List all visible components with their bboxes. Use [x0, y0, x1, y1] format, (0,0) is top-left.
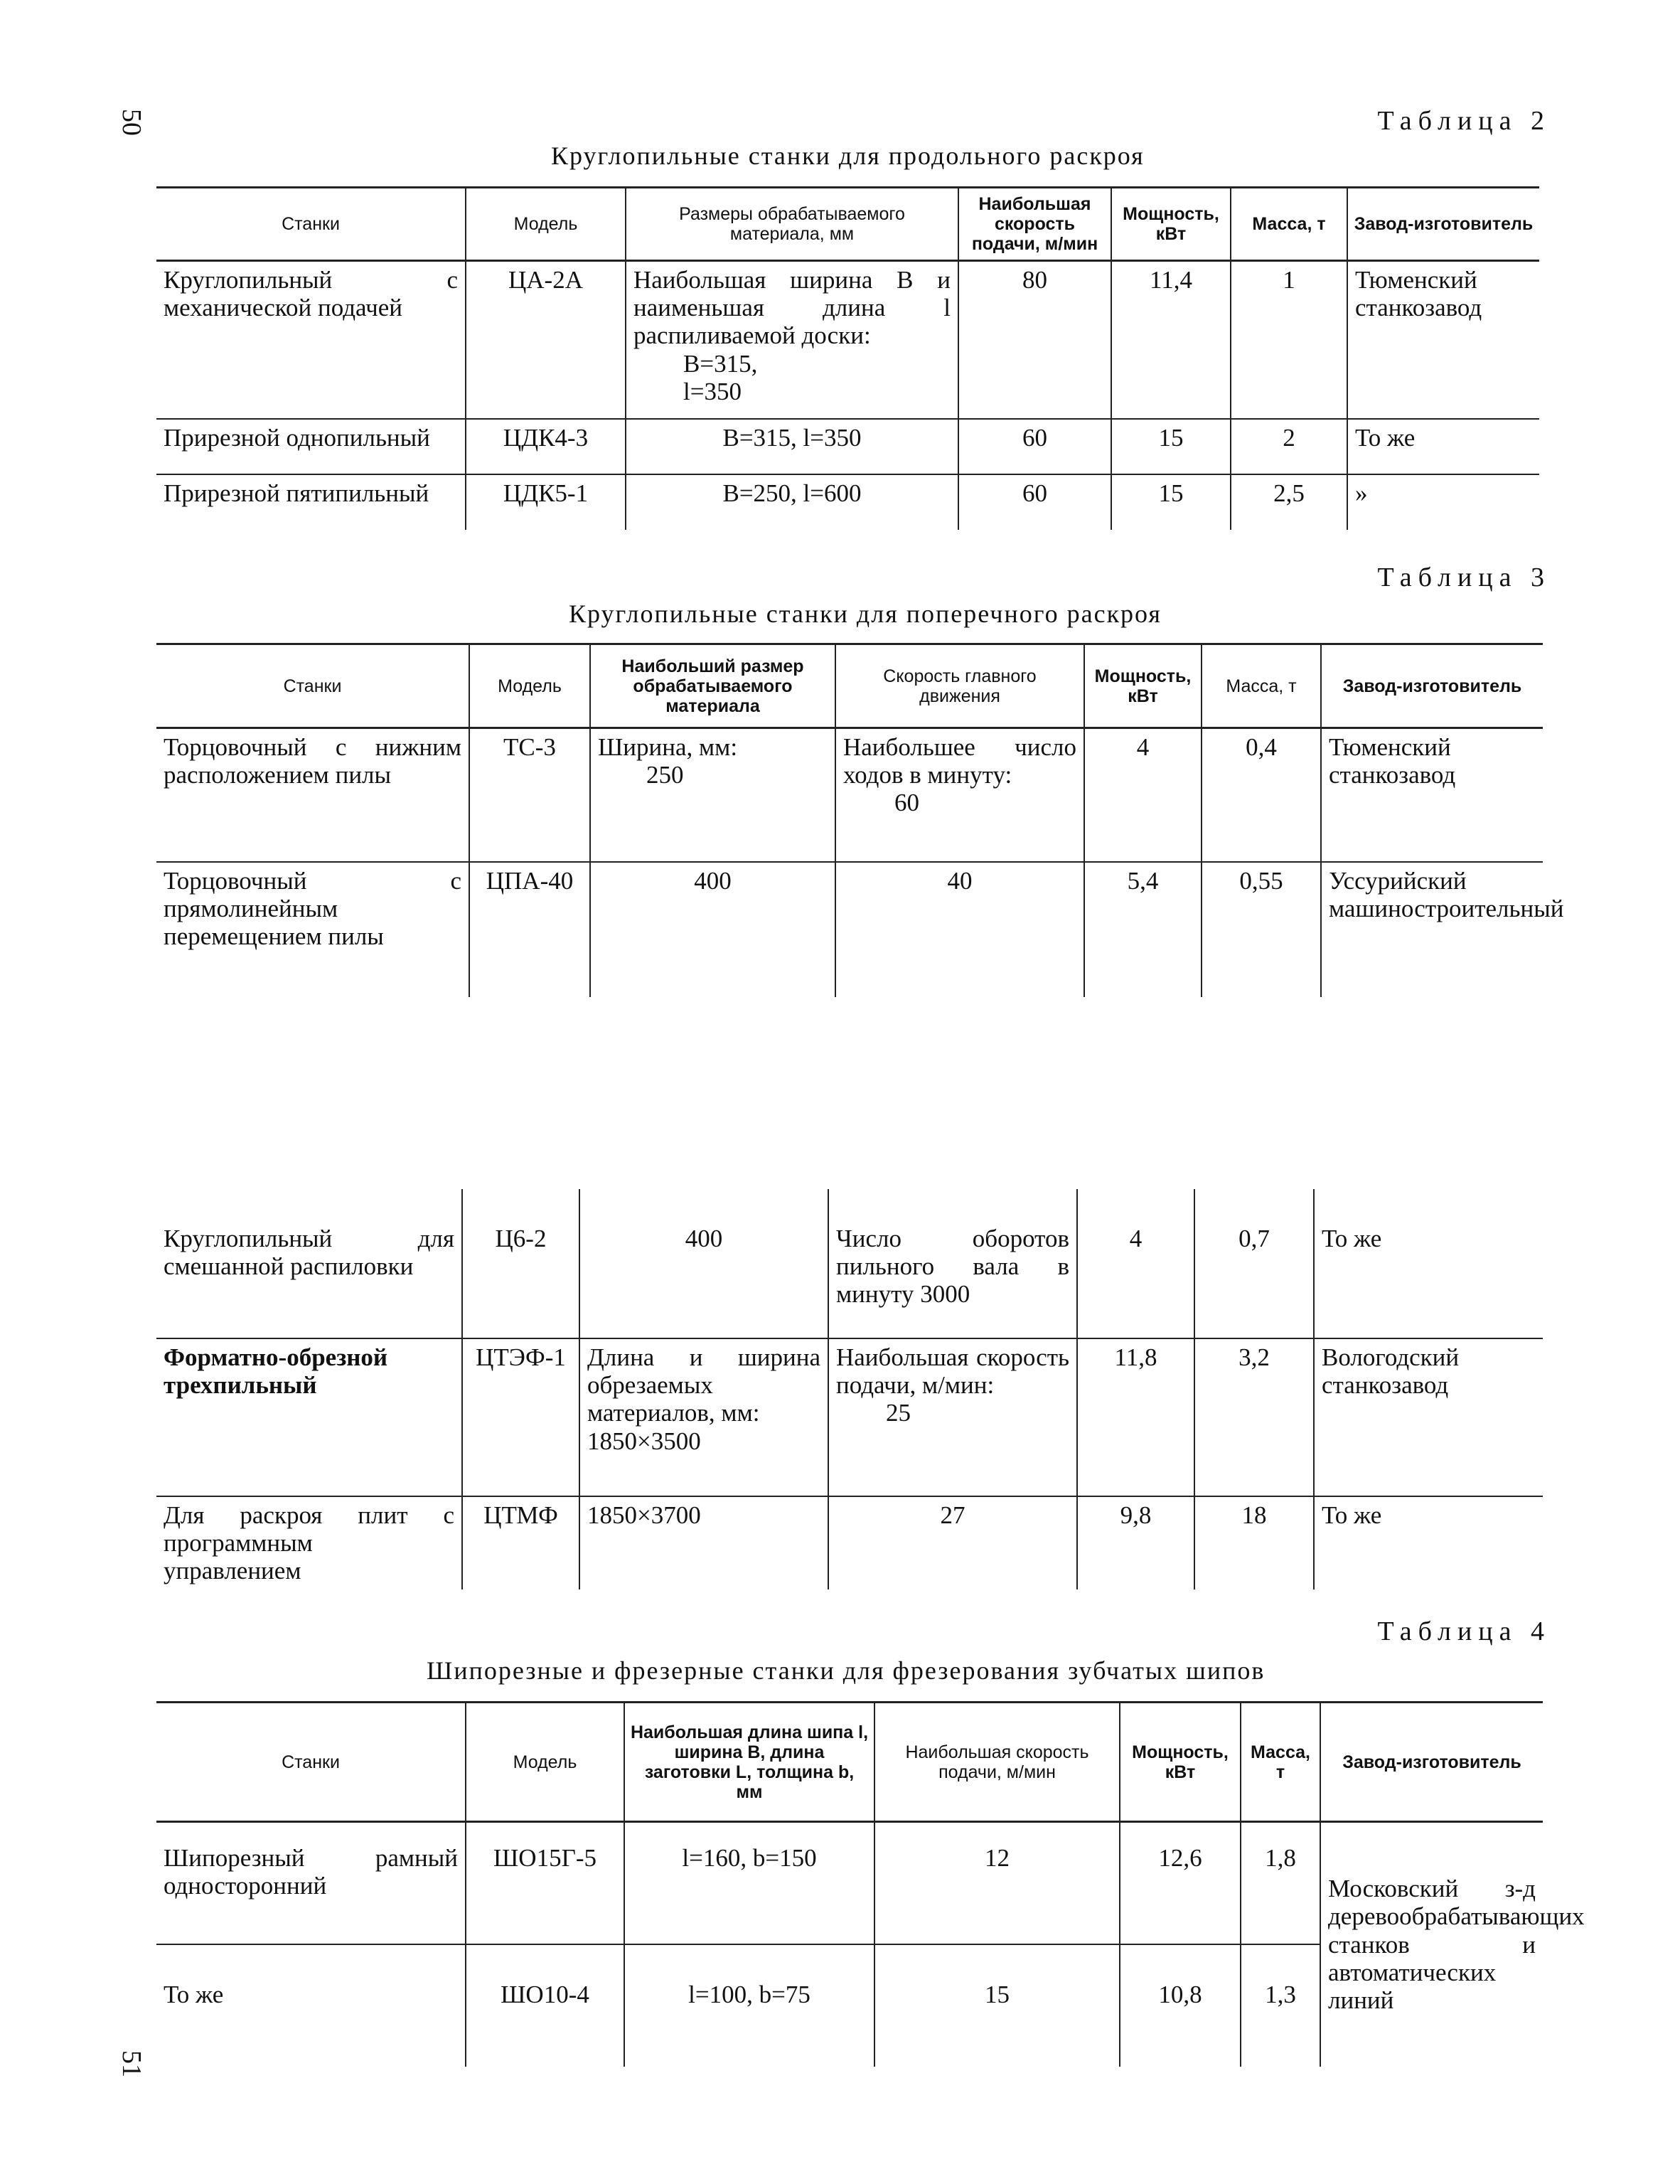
motion-value: 60: [894, 789, 919, 817]
mass: 18: [1194, 1496, 1314, 1589]
model: Ц6-2: [462, 1189, 579, 1338]
table2-header-maker: Завод-изготовитель: [1347, 188, 1539, 261]
machine-name: Торцовочный с нижним расположением пилы: [164, 733, 461, 789]
mass: 1: [1231, 261, 1347, 419]
model: ЦТМФ: [462, 1496, 579, 1589]
model: ЦДК4-3: [466, 419, 626, 474]
table3-header-model: Модель: [469, 644, 590, 728]
table3-header-row: [156, 644, 1543, 728]
table4-header-mass: Масса, т: [1241, 1703, 1320, 1822]
size-value: 1850×3500: [587, 1427, 701, 1455]
size: B=315, l=350: [626, 419, 958, 474]
size-l: l=350: [683, 377, 742, 405]
table2-number: Таблица 2: [1377, 106, 1551, 136]
maker: Тюменский станкозавод: [1321, 728, 1543, 862]
table3-continuation: [156, 1189, 1543, 1589]
maker: Уссурийский машиностроительный: [1321, 862, 1543, 997]
table4-header-power: Мощность, кВт: [1120, 1703, 1241, 1822]
table2-header-speed: Наибольшая скорость подачи, м/мин: [958, 188, 1111, 261]
maker: Московский з-д деревообрабатывающих станков и автоматических линий: [1320, 1822, 1543, 2067]
maker: Вологодский станкозавод: [1314, 1338, 1543, 1496]
motion: Число оборотов пильного вала в минуту 3000: [828, 1189, 1077, 1338]
page-number-top: 50: [117, 109, 146, 136]
table2: [156, 186, 1539, 530]
page-number-bottom: 51: [117, 2050, 146, 2077]
table4: [156, 1701, 1585, 2067]
power: 11,8: [1077, 1338, 1194, 1496]
size-b: B=315,: [683, 349, 758, 378]
motion: 40: [835, 862, 1084, 997]
power: 12,6: [1120, 1822, 1241, 1944]
table-row: [156, 1189, 1543, 1338]
table4-header-model: Модель: [466, 1703, 624, 1822]
model: ТС-3: [469, 728, 590, 862]
speed: 80: [958, 261, 1111, 419]
table-row: [156, 1338, 1543, 1496]
model: ЦА-2А: [466, 261, 626, 419]
machine-name: Круглопильный для смешанной распиловки: [164, 1225, 454, 1281]
maker: То же: [1347, 419, 1539, 474]
table-row: [156, 261, 1539, 419]
size: 400: [579, 1189, 828, 1338]
power: 15: [1111, 474, 1231, 530]
table2-header-machine: Станки: [156, 188, 466, 261]
model: ШО10-4: [466, 1944, 624, 2067]
table4-header-machine: Станки: [156, 1703, 466, 1822]
machine-name: Для раскроя плит с программным управлением: [156, 1496, 462, 1589]
model: ЦТЭФ-1: [462, 1338, 579, 1496]
motion: 27: [828, 1496, 1077, 1589]
table-row: [156, 728, 1543, 862]
maker: То же: [1314, 1189, 1543, 1338]
size-cell: [579, 1338, 828, 1496]
motion-cell: [835, 728, 1084, 862]
mass: 0,4: [1202, 728, 1321, 862]
power: 5,4: [1084, 862, 1202, 997]
table-row: [156, 1496, 1543, 1589]
maker: То же: [1314, 1496, 1543, 1589]
table3-title: Круглопильные станки для поперечного раскроя: [569, 600, 1162, 628]
size-cell: [626, 261, 958, 419]
power: 15: [1111, 419, 1231, 474]
motion-value: 25: [886, 1399, 911, 1427]
machine-name: Прирезной однопильный: [156, 419, 466, 474]
table2-header-size: Размеры обрабатываемого материала, мм: [626, 188, 958, 261]
power: 4: [1084, 728, 1202, 862]
table4-header-size: Наибольшая длина шипа l, ширина B, длина заготовки L, толщина b, мм: [624, 1703, 874, 1822]
power: 9,8: [1077, 1496, 1194, 1589]
model: ШО15Г-5: [466, 1822, 624, 1944]
table3-header-maker: Завод-изготовитель: [1321, 644, 1543, 728]
table4-header-row: [156, 1703, 1543, 1822]
motion-text: Наибольшая скорость подачи, м/мин:: [836, 1343, 1069, 1400]
power: 4: [1077, 1189, 1194, 1338]
machine-name: То же: [156, 1944, 466, 2067]
table4-header-speed: Наибольшая скорость подачи, м/мин: [874, 1703, 1120, 1822]
speed: 15: [874, 1944, 1120, 2067]
size: B=250, l=600: [626, 474, 958, 530]
speed: 60: [958, 419, 1111, 474]
table-row: [156, 419, 1539, 474]
motion-cell: [828, 1338, 1077, 1496]
motion-text: Наибольшее число ходов в минуту:: [843, 733, 1076, 789]
table3-header-motion: Скорость главного движения: [835, 644, 1084, 728]
model: ЦПА-40: [469, 862, 590, 997]
power: 11,4: [1111, 261, 1231, 419]
machine-name: Шипорезный рамный односторонний: [164, 1844, 458, 1900]
size: l=160, b=150: [624, 1822, 874, 1944]
table4-header-maker: Завод-изготовитель: [1320, 1703, 1543, 1822]
size-text: Наибольшая ширина B и наименьшая длина l распиливаемой доски:: [633, 266, 951, 350]
power: 10,8: [1120, 1944, 1241, 2067]
size: l=100, b=75: [624, 1944, 874, 2067]
machine-name: Торцовочный с прямолинейным перемещением пилы: [156, 862, 469, 997]
mass: 3,2: [1194, 1338, 1314, 1496]
table3-header-mass: Масса, т: [1202, 644, 1321, 728]
size-cell: [590, 728, 835, 862]
table-row: [156, 1822, 1543, 1944]
mass: 0,7: [1194, 1189, 1314, 1338]
table3: [156, 643, 1564, 997]
table-row: [156, 862, 1543, 997]
table2-header-model: Модель: [466, 188, 626, 261]
table2-header-power: Мощность, кВт: [1111, 188, 1231, 261]
size: 1850×3700: [579, 1496, 828, 1589]
table3-header-machine: Станки: [156, 644, 469, 728]
table-row: [156, 474, 1539, 530]
speed: 60: [958, 474, 1111, 530]
machine-name: Форматно-обрезной трехпильный: [156, 1338, 462, 1496]
table3-number: Таблица 3: [1377, 563, 1551, 592]
model: ЦДК5-1: [466, 474, 626, 530]
machine-name: Круглопильный с механической подачей: [164, 266, 458, 322]
table3-header-size: Наибольший размер обрабатываемого материала: [590, 644, 835, 728]
mass: 2: [1231, 419, 1347, 474]
maker: Тюменский станкозавод: [1347, 261, 1539, 419]
mass: 1,8: [1241, 1822, 1320, 1944]
table4-number: Таблица 4: [1377, 1616, 1551, 1646]
size-text: Длина и ширина обрезаемых материалов, мм:: [587, 1343, 820, 1427]
table2-header-mass: Масса, т: [1231, 188, 1347, 261]
size: 400: [590, 862, 835, 997]
size-text: Ширина, мм:: [598, 733, 738, 761]
speed: 12: [874, 1822, 1120, 1944]
table4-title: Шипорезные и фрезерные станки для фрезерования зубчатых шипов: [427, 1656, 1266, 1685]
mass: 0,55: [1202, 862, 1321, 997]
maker: »: [1347, 474, 1539, 530]
size-value: 250: [646, 761, 684, 789]
table2-title: Круглопильные станки для продольного раскроя: [551, 142, 1145, 170]
machine-name: Прирезной пятипильный: [156, 474, 466, 530]
table2-header-row: [156, 188, 1539, 261]
mass: 1,3: [1241, 1944, 1320, 2067]
table3-header-power: Мощность, кВт: [1084, 644, 1202, 728]
mass: 2,5: [1231, 474, 1347, 530]
